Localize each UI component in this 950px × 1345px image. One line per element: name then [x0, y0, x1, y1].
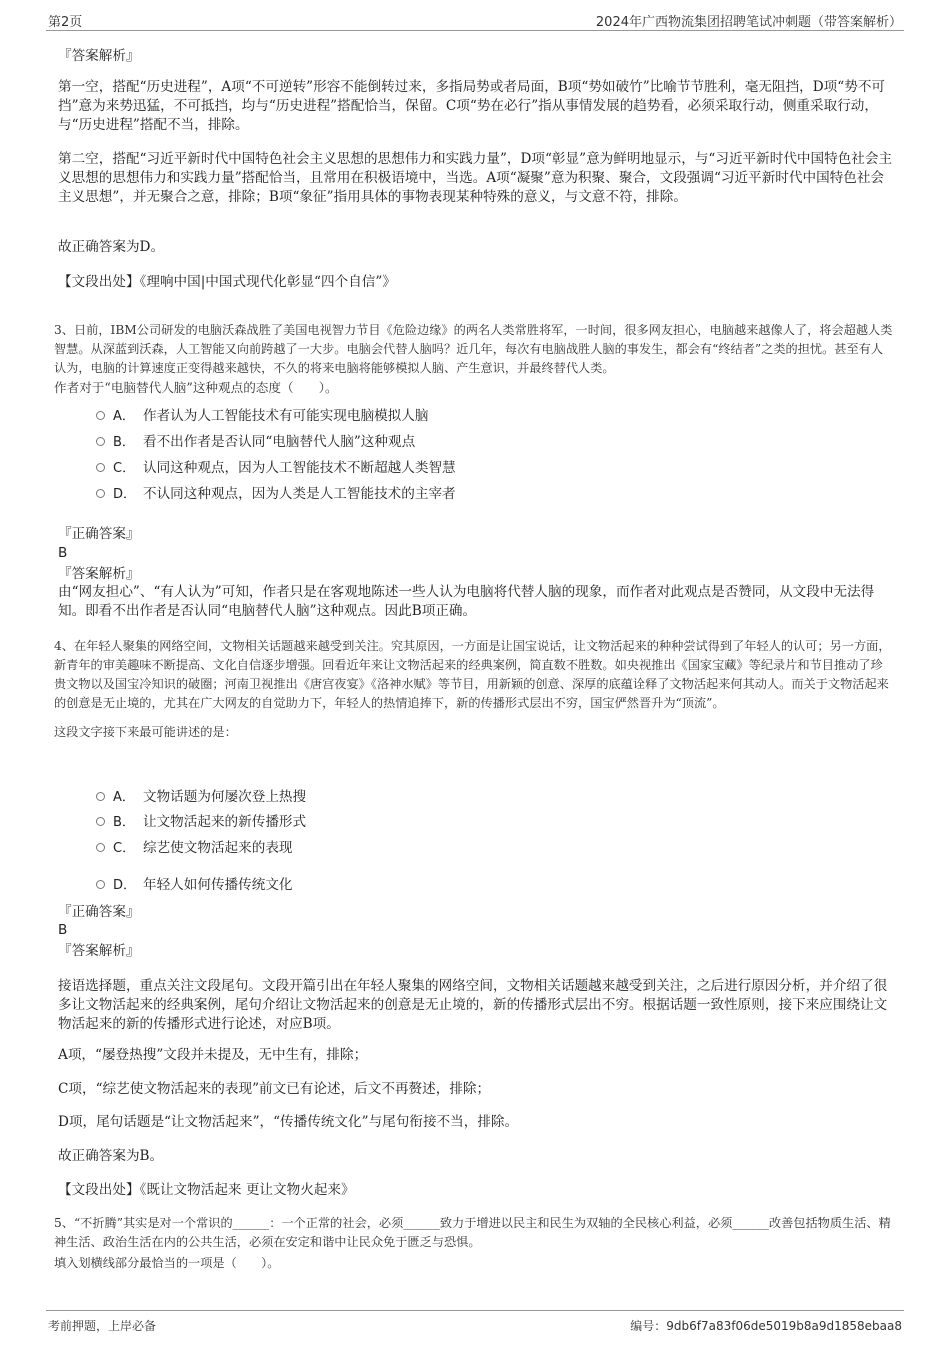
radio-button[interactable] [96, 463, 105, 472]
document-title: 2024年广西物流集团招聘笔试冲刺题（带答案解析） [595, 15, 902, 30]
analysis-label: 『答案解析』 [58, 943, 140, 959]
question-prompt: 这段文字接下来最可能讲述的是： [54, 725, 237, 739]
question-stem: 3、日前，IBM公司研发的电脑沃森战胜了美国电视智力节目《危险边缘》的两名人类常胜将军，一时间，很多网友担心，电脑越来越像人了，将会超越人类智慧。从深蓝到沃森，人工智能又向前跨越了一大步。电脑会代替人脑吗？近几年，每次有电脑战胜人脑的事发生，都会有“终结者”之类的担忧。甚至有人认为，电脑的计算速度正变得越来越快，不久的将来电脑将能够模拟人脑、产生意识，并最终替代人类。 [54, 323, 893, 375]
question-prompt: 填入划横线部分最恰当的一项是（ ）。 [54, 1256, 280, 1270]
analysis-label: 『答案解析』 [58, 48, 140, 64]
question-prompt: 作者对于“电脑替代人脑”这种观点的态度（ ）。 [54, 380, 338, 395]
radio-button[interactable] [96, 411, 105, 420]
option-d[interactable]: D． 年轻人如何传播传统文化 [96, 875, 293, 896]
option-d[interactable]: D． 不认同这种观点，因为人类是人工智能技术的主宰者 [96, 484, 456, 505]
source-citation: 【文段出处】《理响中国|中国式现代化彰显“四个自信”》 [58, 274, 396, 290]
page-number: 第2页 [48, 15, 83, 30]
source-citation: 【文段出处】《既让文物活起来 更让文物火起来》 [58, 1182, 355, 1198]
analysis-conclusion: 故正确答案为D。 [58, 239, 165, 255]
analysis-paragraph: 由“网友担心”、“有人认为”可知，作者只是在客观地陈述一些人认为电脑将代替人脑的现象，而作者对此观点是否赞同，从文段中无法得知。即看不出作者是否认同“电脑替代人脑”这种观点。因此B项正确。 [58, 584, 875, 619]
page-footer [46, 1310, 904, 1335]
analysis-paragraph: A项，“屡登热搜”文段并未提及，无中生有，排除； [58, 1047, 368, 1063]
radio-button[interactable] [96, 792, 105, 801]
option-a[interactable]: A． 文物话题为何屡次登上热搜 [96, 787, 306, 808]
option-a[interactable]: A． 作者认为人工智能技术有可能实现电脑模拟人脑 [96, 406, 428, 427]
analysis-paragraph: C项，“综艺使文物活起来的表现”前文已有论述，后文不再赘述，排除； [58, 1081, 491, 1097]
question-stem: 4、在年轻人聚集的网络空间，文物相关话题越来越受到关注。究其原因，一方面是让国宝说话，让文物活起来的种种尝试得到了年轻人的认可；另一方面，新青年的审美趣味不断提高、文化自信逐步增强。回看近年来让文物活起来的经典案例，简直数不胜数。如央视推出《国家宝藏》等纪录片和节目推动了珍贵文物以及国宝冷知识的破圈；河南卫视推出《唐宫夜宴》《洛神水赋》等节目，用新颖的创意、深厚的底蕴诠释了文物活起来何其动人。而关于文物活起来的创意是无止境的，尤其在广大网友的自觉助力下，年轻人的热情追捧下，新的传播形式层出不穷，国宝俨然晋升为“顶流”。 [54, 639, 891, 710]
radio-button[interactable] [96, 880, 105, 889]
analysis-label: 『答案解析』 [58, 566, 140, 582]
radio-button[interactable] [96, 489, 105, 498]
analysis-paragraph: D项，尾句话题是“让文物活起来”，“传播传统文化”与尾句衔接不当，排除。 [58, 1114, 519, 1130]
footer-slogan: 考前押题，上岸必备 [48, 1319, 157, 1333]
radio-button[interactable] [96, 817, 105, 826]
radio-button[interactable] [96, 843, 105, 852]
page-header [46, 8, 904, 31]
radio-button[interactable] [96, 437, 105, 446]
correct-answer: B [58, 922, 68, 938]
correct-answer: B [58, 545, 68, 561]
option-c[interactable]: C． 认同这种观点，因为人工智能技术不断超越人类智慧 [96, 458, 456, 479]
analysis-conclusion: 故正确答案为B。 [58, 1148, 164, 1164]
question-stem: 5、“不折腾”其实是对一个常识的______：一个正常的社会，必须______致力于增进以民主和民生为双轴的全民核心利益，必须______改善包括物质生活、精神生活、政治生活在内的公共生活，必须在安定和谐中让民众免于匮乏与恐惧。 [54, 1216, 891, 1249]
option-b[interactable]: B． 看不出作者是否认同“电脑替代人脑”这种观点 [96, 432, 415, 453]
document-id: 编号：9db6f7a83f06de5019b8a9d1858ebaa8 [630, 1319, 902, 1333]
option-b[interactable]: B． 让文物活起来的新传播形式 [96, 812, 306, 833]
correct-answer-label: 『正确答案』 [58, 904, 140, 920]
option-c[interactable]: C． 综艺使文物活起来的表现 [96, 838, 293, 859]
analysis-paragraph: 接语选择题，重点关注文段尾句。文段开篇引出在年轻人聚集的网络空间，文物相关话题越来越受到关注，之后进行原因分析，并介绍了很多让文物活起来的经典案例，尾句介绍让文物活起来的创意是无止境的，新的传播形式层出不穷。根据话题一致性原则，接下来应围绕让文物活起来的新的传播形式进行论述，对应B项。 [58, 978, 888, 1032]
analysis-paragraph: 第一空，搭配“历史进程”，A项“不可逆转”形容不能倒转过来，多指局势或者局面，B项“势如破竹”比喻节节胜利，毫无阻挡，D项“势不可挡”意为来势迅猛，不可抵挡，均与“历史进程”搭配恰当，保留。C项“势在必行”指从事情发展的趋势看，必须采取行动，侧重采取行动，与“历史进程”搭配不当，排除。 [58, 79, 886, 133]
analysis-paragraph: 第二空，搭配“习近平新时代中国特色社会主义思想的思想伟力和实践力量”，D项“彰显”意为鲜明地显示，与“习近平新时代中国特色社会主义思想的思想伟力和实践力量”搭配恰当，且常用在积极语境中，当选。A项“凝聚”意为积聚、聚合，文段强调“习近平新时代中国特色社会主义思想”，并无聚合之意，排除；B项“象征”指用具体的事物表现某种特殊的意义，与文意不符，排除。 [58, 151, 893, 205]
correct-answer-label: 『正确答案』 [58, 526, 140, 542]
